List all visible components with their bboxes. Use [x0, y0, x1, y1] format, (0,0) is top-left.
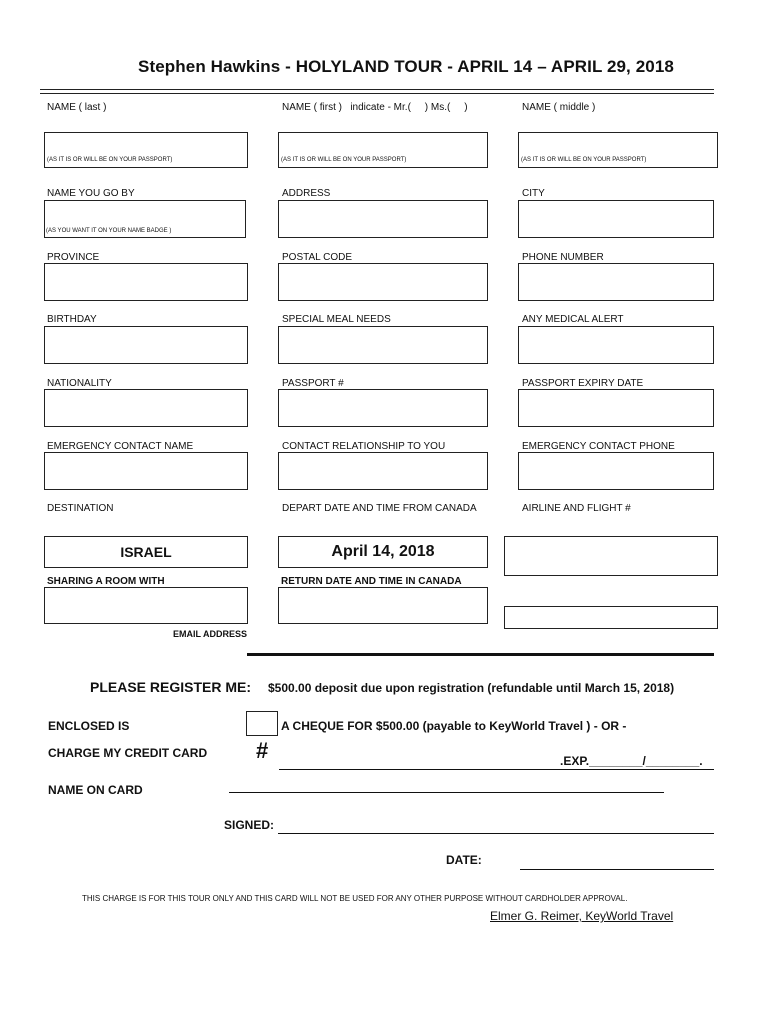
email-address-line[interactable]: [247, 653, 714, 656]
label-birthday: BIRTHDAY: [47, 314, 97, 325]
hash-symbol: #: [256, 738, 269, 763]
label-city: CITY: [522, 188, 545, 199]
province-field[interactable]: [44, 263, 248, 301]
label-passport-expiry: PASSPORT EXPIRY DATE: [522, 378, 644, 389]
passport-expiry-field[interactable]: [518, 389, 714, 427]
return-date-field[interactable]: [278, 587, 488, 624]
label-phone-number: PHONE NUMBER: [522, 252, 604, 263]
credit-card-number-line[interactable]: [279, 769, 714, 770]
birthday-field[interactable]: [44, 326, 248, 364]
form-title: Stephen Hawkins - HOLYLAND TOUR - APRIL 14 – APRIL 29, 2018: [138, 57, 674, 76]
label-credit-card: CHARGE MY CREDIT CARD: [48, 746, 208, 760]
name-on-card-line[interactable]: [229, 792, 664, 793]
sharing-room-field[interactable]: [44, 587, 248, 624]
label-passport-number: PASSPORT #: [282, 378, 344, 389]
return-time-field[interactable]: [504, 606, 718, 629]
label-medical-alert: ANY MEDICAL ALERT: [522, 314, 624, 325]
label-return-date: RETURN DATE AND TIME IN CANADA: [281, 576, 462, 587]
cheque-checkbox[interactable]: [246, 711, 278, 736]
signature-line[interactable]: [278, 833, 714, 834]
label-name-go-by: NAME YOU GO BY: [47, 188, 135, 199]
depart-date-field[interactable]: April 14, 2018: [278, 536, 488, 568]
passport-note-middle: (AS IT IS OR WILL BE ON YOUR PASSPORT): [521, 157, 647, 163]
date-line[interactable]: [520, 869, 714, 870]
destination-field[interactable]: ISRAEL: [44, 536, 248, 568]
passport-note-last: (AS IT IS OR WILL BE ON YOUR PASSPORT): [47, 157, 173, 163]
label-postal-code: POSTAL CODE: [282, 252, 353, 263]
label-exp: .EXP.________/________.: [560, 754, 703, 768]
postal-code-field[interactable]: [278, 263, 488, 301]
label-emergency-contact-name: EMERGENCY CONTACT NAME: [47, 441, 194, 452]
label-signed: SIGNED:: [224, 818, 275, 832]
label-meal-needs: SPECIAL MEAL NEEDS: [282, 314, 391, 325]
label-airline-flight: AIRLINE AND FLIGHT #: [522, 503, 631, 514]
footer-notice: THIS CHARGE IS FOR THIS TOUR ONLY AND THIS CARD WILL NOT BE USED FOR ANY OTHER PURPOSE WITHOUT CARDHOLDER APPROVAL.: [82, 894, 628, 903]
passport-note-first: (AS IT IS OR WILL BE ON YOUR PASSPORT): [281, 157, 407, 163]
label-name-middle: NAME ( middle ): [522, 102, 596, 113]
label-name-first: NAME ( first ) indicate - Mr.( ) Ms.( ): [282, 102, 468, 113]
label-email-address: EMAIL ADDRESS: [173, 629, 248, 639]
nationality-field[interactable]: [44, 389, 248, 427]
emergency-contact-phone-field[interactable]: [518, 452, 714, 490]
label-destination: DESTINATION: [47, 503, 114, 514]
label-sharing-room: SHARING A ROOM WITH: [47, 576, 165, 587]
address-field[interactable]: [278, 200, 488, 238]
city-field[interactable]: [518, 200, 714, 238]
label-cheque: A CHEQUE FOR $500.00 (payable to KeyWorld Travel ) - OR -: [281, 719, 627, 733]
label-emergency-contact-phone: EMERGENCY CONTACT PHONE: [522, 441, 675, 452]
label-date: DATE:: [446, 853, 482, 867]
label-nationality: NATIONALITY: [47, 378, 112, 389]
badge-note: (AS YOU WANT IT ON YOUR NAME BADGE ): [46, 228, 172, 234]
label-province: PROVINCE: [47, 252, 100, 263]
register-heading: PLEASE REGISTER ME:: [90, 679, 252, 695]
emergency-contact-name-field[interactable]: [44, 452, 248, 490]
label-address: ADDRESS: [282, 188, 331, 199]
label-contact-relationship: CONTACT RELATIONSHIP TO YOU: [282, 441, 446, 452]
title-divider: [40, 89, 714, 94]
contact-relationship-field[interactable]: [278, 452, 488, 490]
label-depart-date: DEPART DATE AND TIME FROM CANADA: [282, 503, 477, 514]
medical-alert-field[interactable]: [518, 326, 714, 364]
label-name-on-card: NAME ON CARD: [48, 783, 143, 797]
passport-number-field[interactable]: [278, 389, 488, 427]
label-name-last: NAME ( last ): [47, 102, 107, 113]
phone-number-field[interactable]: [518, 263, 714, 301]
meal-needs-field[interactable]: [278, 326, 488, 364]
label-enclosed: ENCLOSED IS: [48, 719, 130, 733]
airline-flight-field[interactable]: [504, 536, 718, 576]
agent-signature: Elmer G. Reimer, KeyWorld Travel: [490, 909, 674, 923]
register-detail: $500.00 deposit due upon registration (refundable until March 15, 2018): [268, 681, 675, 695]
